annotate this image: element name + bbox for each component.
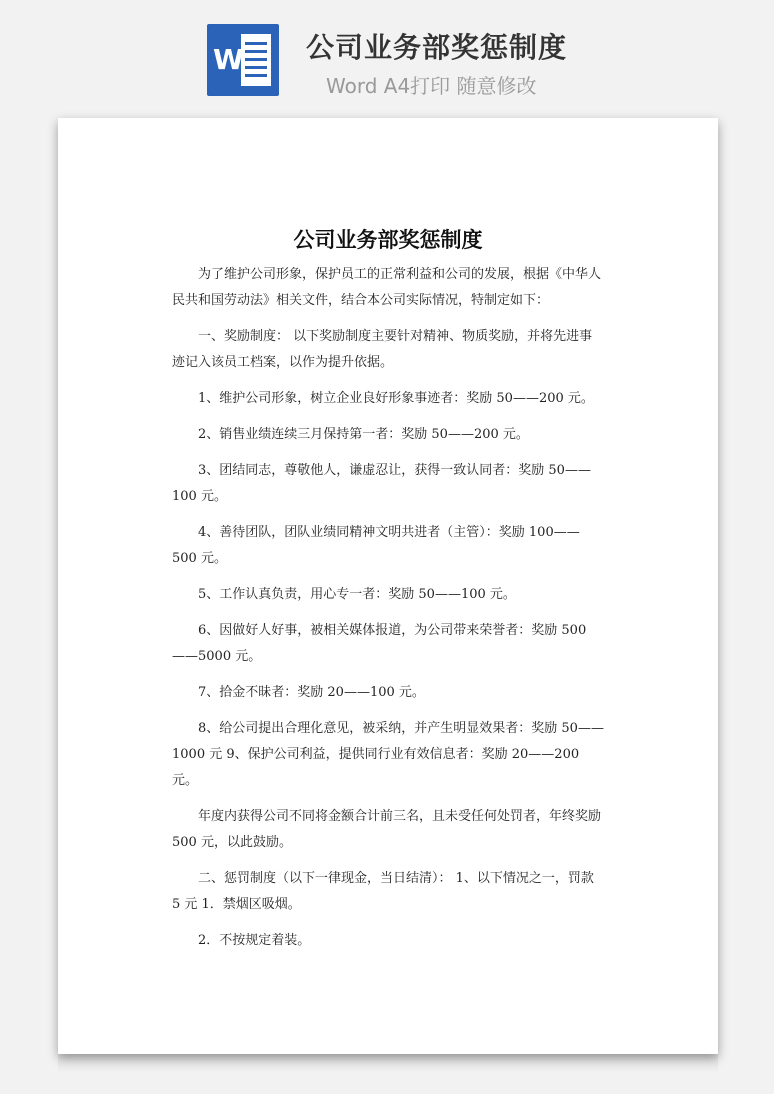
word-document-icon [207,24,279,96]
paragraph-item-2: 2、销售业绩连续三月保持第一者：奖励 50——200 元。 [198,427,529,442]
paragraph-item-1: 1、维护公司形象，树立企业良好形象事迹者：奖励 50——200 元。 [198,391,594,406]
paragraph-item-7: 7、拾金不昧者：奖励 20——100 元。 [198,685,425,700]
header-title: 公司业务部奖惩制度 [306,31,568,64]
header-subtitle: Word A4打印 随意修改 [326,74,537,98]
document-title: 公司业务部奖惩制度 [293,227,483,252]
paragraph-item-4: 4、善待团队，团队业绩同精神文明共进者（主管）：奖励 100——500 元。 [172,525,580,566]
paragraph-item-8: 8、给公司提出合理化意见，被采纳，并产生明显效果者：奖励 50——1000 元 9、保护公司利益，提供同行业有效信息者：奖励 20——200 元。 [172,721,604,788]
paragraph-intro: 为了维护公司形象，保护员工的正常利益和公司的发展，根据《中华人民共和国劳动法》相关文件，结合本公司实际情况，特制定如下： [172,267,602,308]
paragraph-item-6: 6、因做好人好事，被相关媒体报道，为公司带来荣誉者：奖励 500——5000 元。 [172,623,587,664]
paragraph-penalty-item-2: 2．不按规定着装。 [198,933,311,948]
page-shadow [58,1054,718,1074]
paragraph-item-3: 3、团结同志，尊敬他人，谦虚忍让，获得一致认同者：奖励 50——100 元。 [172,463,591,504]
document-page [58,118,718,1054]
word-icon-letter: W [213,43,244,76]
document-body [172,262,604,954]
paragraph-penalty-system: 二、惩罚制度（以下一律现金，当日结清）： 1、以下情况之一，罚款 5 元 1．禁烟区吸烟。 [172,871,594,912]
paragraph-reward-system: 一、奖励制度： 以下奖励制度主要针对精神、物质奖励，并将先进事迹记入该员工档案，以作为提升依据。 [172,329,593,370]
paragraph-item-5: 5、工作认真负责，用心专一者：奖励 50——100 元。 [198,587,516,602]
paragraph-annual-award: 年度内获得公司不同将金额合计前三名，且未受任何处罚者，年终奖励 500 元，以此鼓励。 [172,809,602,850]
page-header [0,0,774,110]
